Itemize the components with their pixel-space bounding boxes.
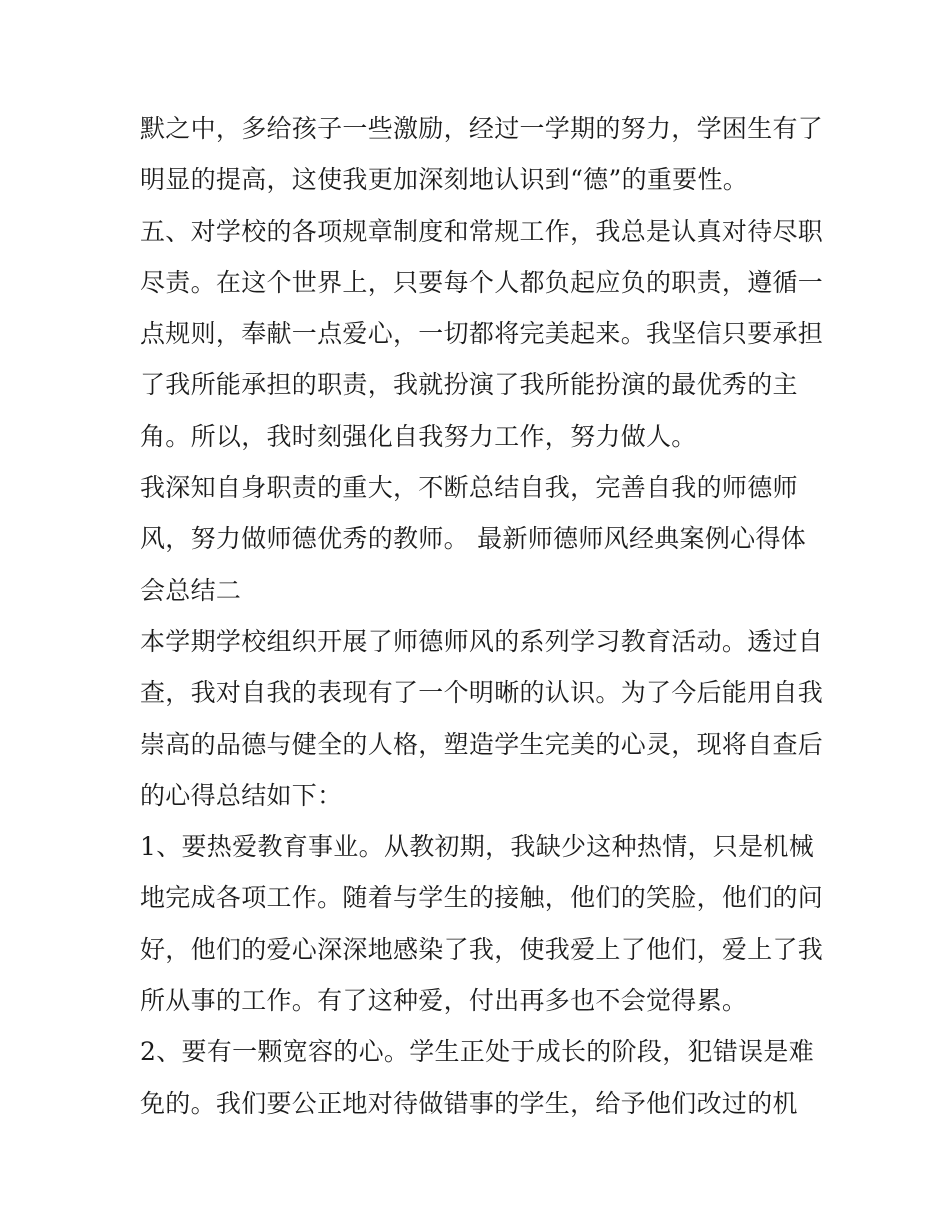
- text-line: 的心得总结如下：: [140, 780, 343, 810]
- text-line: 会总结二: [140, 575, 242, 605]
- text-line: 明显的提高，这使我更加深刻地认识到“德”的重要性。: [140, 165, 749, 195]
- text-line: 所从事的工作。有了这种爱，付出再多也不会觉得累。: [140, 986, 748, 1016]
- text-line: 角。所以，我时刻强化自我努力工作，努力做人。: [140, 421, 697, 451]
- text-line: 免的。我们要公正地对待做错事的学生，给予他们改过的机: [140, 1088, 798, 1118]
- text-line: 了我所能承担的职责，我就扮演了我所能扮演的最优秀的主: [140, 370, 798, 400]
- body-text: [140, 103, 824, 1129]
- text-line: 默之中，多给孩子一些激励，经过一学期的努力，学困生有了: [140, 114, 824, 143]
- text-line: 本学期学校组织开展了师德师风的系列学习教育活动。透过自: [140, 626, 824, 656]
- text-line: 尽责。在这个世界上，只要每个人都负起应负的职责，遵循一: [140, 267, 824, 297]
- text-line: 查，我对自我的表现有了一个明晰的认识。为了今后能用自我: [140, 678, 824, 708]
- text-line: 崇高的品德与健全的人格，塑造学生完美的心灵，现将自查后: [140, 729, 824, 759]
- text-line: 五、对学校的各项规章制度和常规工作，我总是认真对待尽职: [140, 216, 824, 246]
- text-line: 点规则，奉献一点爱心，一切都将完美起来。我坚信只要承担: [140, 319, 824, 349]
- text-line: 2、要有一颗宽容的心。学生正处于成长的阶段，犯错误是难: [140, 1037, 815, 1067]
- text-line: 地完成各项工作。随着与学生的接触，他们的笑脸，他们的问: [140, 883, 824, 913]
- text-line: 好，他们的爱心深深地感染了我，使我爱上了他们，爱上了我: [140, 934, 824, 964]
- text-line: 1、要热爱教育事业。从教初期，我缺少这种热情，只是机械: [140, 832, 815, 862]
- text-line: 风，努力做师德优秀的教师。 最新师德师风经典案例心得体: [140, 524, 807, 554]
- text-line: 我深知自身职责的重大，不断总结自我，完善自我的师德师: [140, 473, 798, 503]
